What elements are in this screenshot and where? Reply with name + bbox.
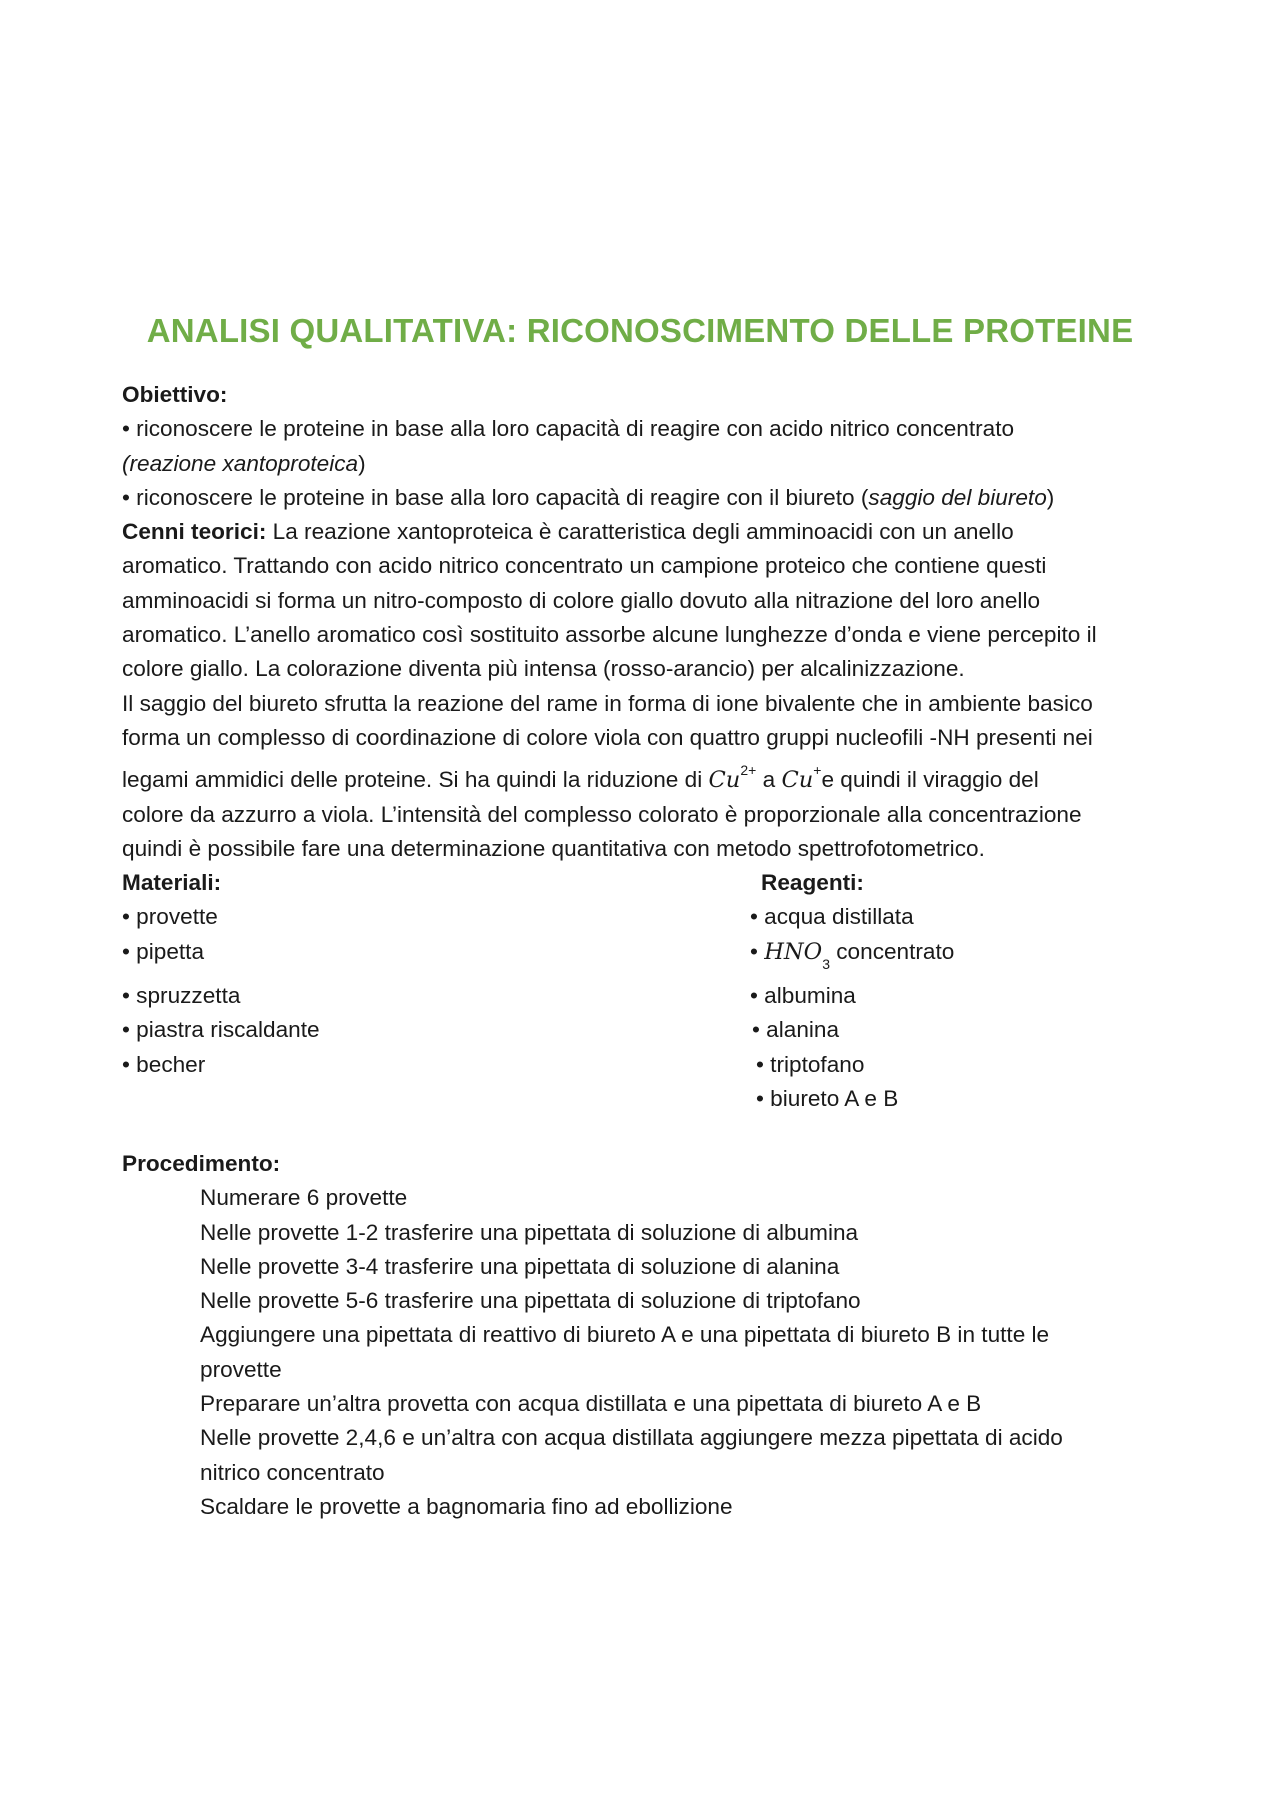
procedimento-section: [122, 1147, 1162, 1524]
list-item: • triptofano: [756, 1051, 865, 1077]
cu-formula: Cu: [708, 767, 741, 794]
list-item: • $HNO_3$ concentrato: [750, 938, 955, 972]
cenni-teorici-line-3: amminoacidi si forma un nitro-composto di colore giallo dovuto alla nitrazione del loro anello: [122, 587, 1041, 613]
cenni-teorici-line-7: forma un complesso di coordinazione di colore viola con quattro gruppi nucleofili -NH presenti nei: [122, 724, 1093, 750]
list-item: Preparare un’altra provetta con acqua distillata e una pipettata di biureto A e B: [200, 1391, 982, 1417]
list-item: provette: [200, 1356, 282, 1382]
procedimento-steps: [200, 1181, 1162, 1524]
list-item: • spruzzetta: [122, 983, 241, 1009]
list-item: • biureto A e B: [756, 1085, 899, 1111]
cu-formula: Cu: [781, 767, 814, 794]
cenni-teorici-line-5: colore giallo. La colorazione diventa più intensa (rosso-arancio) per alcalinizzazione.: [122, 656, 965, 682]
obiettivo-item-1-cont: (reazione xantoproteica): [122, 450, 366, 476]
list-item: Nelle provette 3-4 trasferire una pipettata di soluzione di alanina: [200, 1253, 840, 1279]
list-item: • pipetta: [122, 938, 205, 964]
reagenti-list: [750, 866, 954, 1116]
obiettivo-item-1: • riconoscere le proteine in base alla loro capacità di reagire con acido nitrico concentrato: [122, 416, 1015, 442]
list-item: Aggiungere una pipettata di reattivo di biureto A e una pipettata di biureto B in tutte le: [200, 1322, 1050, 1348]
list-item: • acqua distillata: [750, 904, 914, 930]
materials-reagents-columns: [122, 866, 1162, 1138]
list-item: • piastra riscaldante: [122, 1017, 320, 1043]
list-item: • alanina: [752, 1017, 840, 1043]
procedimento-heading: Procedimento:: [122, 1151, 281, 1176]
cenni-teorici-line-8: legami ammidici delle proteine. Si ha quindi la riduzione di $Cu^{2+}$ a Cu+e quindi il viraggio del: [122, 762, 1039, 794]
cenni-teorici-line-6: Il saggio del biureto sfrutta la reazione del rame in forma di ione bivalente che in ambiente basico: [122, 690, 1093, 716]
page-title: ANALISI QUALITATIVA: RICONOSCIMENTO DELLE PROTEINE: [146, 312, 1134, 349]
cenni-teorici-line-1: Cenni teorici: La reazione xantoproteica è caratteristica degli amminoacidi con un anello: [122, 519, 1014, 545]
cenni-teorici-line-4: aromatico. L’anello aromatico così sostituito assorbe alcune lunghezze d’onda e viene percepito il: [122, 622, 1097, 648]
materiali-heading: Materiali:: [122, 870, 222, 896]
materiali-list: [122, 866, 320, 1082]
reagenti-heading: Reagenti:: [761, 870, 864, 896]
obiettivo-heading: Obiettivo:: [122, 382, 228, 407]
document-body: [122, 378, 1162, 1138]
list-item: • albumina: [750, 983, 856, 1009]
list-item: Nelle provette 2,4,6 e un’altra con acqua distillata aggiungere mezza pipettata di acido: [200, 1425, 1063, 1451]
obiettivo-item-2: • riconoscere le proteine in base alla loro capacità di reagire con il biureto (saggio del biureto): [122, 484, 1055, 510]
list-item: • becher: [122, 1051, 206, 1077]
cenni-teorici-line-2: aromatico. Trattando con acido nitrico concentrato un campione proteico che contiene questi: [122, 553, 1047, 579]
hno3-formula: HNO: [764, 938, 823, 965]
cenni-heading: Cenni teorici:: [122, 519, 267, 545]
list-item: Nelle provette 1-2 trasferire una pipettata di soluzione di albumina: [200, 1219, 859, 1245]
list-item: Scaldare le provette a bagnomaria fino ad ebollizione: [200, 1493, 733, 1519]
list-item: Nelle provette 5-6 trasferire una pipettata di soluzione di triptofano: [200, 1288, 861, 1314]
cenni-teorici-line-9: colore da azzurro a viola. L’intensità del complesso colorato è proporzionale alla concentrazione: [122, 801, 1082, 827]
list-item: • provette: [122, 904, 218, 930]
list-item: Numerare 6 provette: [200, 1185, 408, 1211]
list-item: nitrico concentrato: [200, 1459, 385, 1485]
cenni-teorici-line-10: quindi è possibile fare una determinazione quantitativa con metodo spettrofotometrico.: [122, 835, 985, 861]
